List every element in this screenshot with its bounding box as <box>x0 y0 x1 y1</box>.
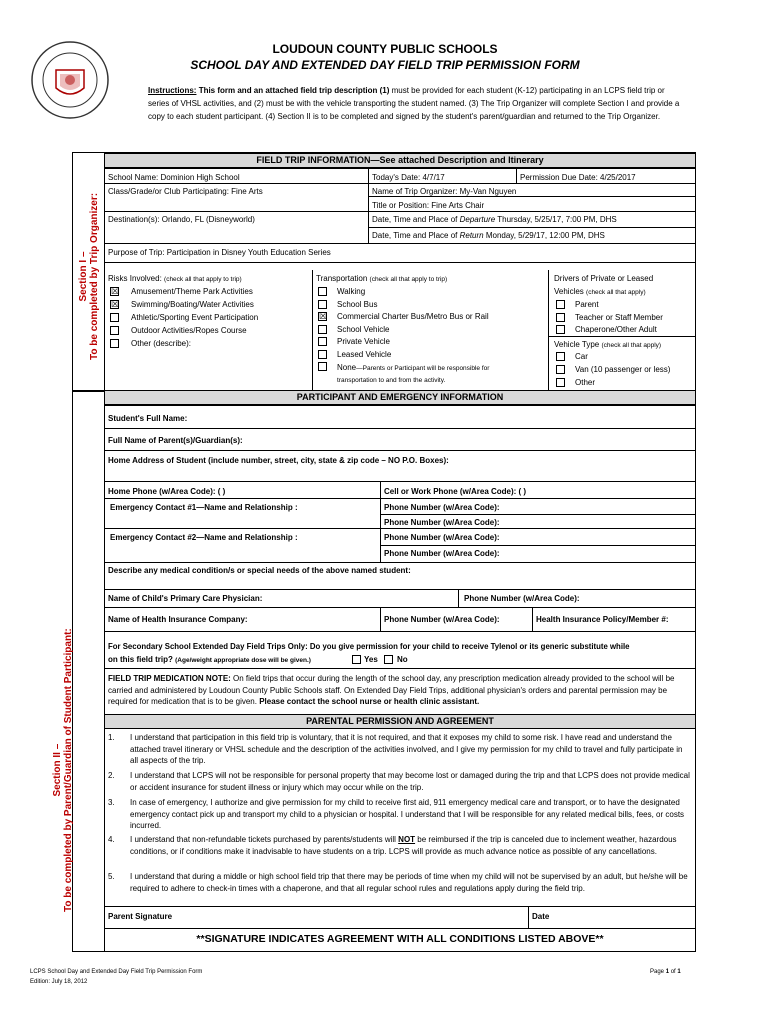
agreement-text: I understand that non-refundable tickets purchased by parents/students will NOT be reimbursed if the trip is canceled due to inclement weather, hazardous conditions, or if conditions make it inadvisable to have students on a trip. LCPS will provide as much advance notice as possible of any cancellations. <box>130 835 677 856</box>
class-grade: Class/Grade/or Club Participating: Fine Arts <box>108 187 263 196</box>
vehicle-type-title: Vehicle Type (check all that apply) <box>554 340 662 349</box>
instructions: Instructions: This form and an attached field trip description (1) must be provided for each student (K-12) participating in an LCPS field trip or series of VHSL activities, and (2) must be with the vehicle transporting the student named. (3) The Trip Organizer will complete Section I and provide a copy to each student participant. (4) Section II is to be completed and signed by the student's parent/guardian and returned to the Trip Organizer. <box>148 86 680 121</box>
organizer-title: Title or Position: Fine Arts Chair <box>372 201 485 210</box>
risk-checkbox[interactable]: ☒ <box>111 299 120 309</box>
transport-label: Private Vehicle <box>337 337 390 347</box>
emergency1-phone-b: Phone Number (w/Area Code): <box>384 518 500 527</box>
footer-page-number: Page 1 of 1 <box>650 969 681 975</box>
primary-physician: Name of Child's Primary Care Physician: <box>108 594 263 603</box>
transport-title: Transportation (check all that apply to trip) <box>316 274 448 283</box>
risk-checkbox[interactable] <box>110 313 119 322</box>
insurance-phone: Phone Number (w/Area Code): <box>384 615 500 624</box>
emergency1-phone-a: Phone Number (w/Area Code): <box>384 503 500 512</box>
transport-label: Leased Vehicle <box>337 350 392 359</box>
tylenol-yes-label: Yes <box>364 655 378 664</box>
transport-label: School Bus <box>337 299 378 309</box>
tylenol-yes-checkbox[interactable] <box>352 655 361 664</box>
agreement-text: I understand that during a middle or high school field trip that there may be periods of time when my child will not be supervised by an adult, but he/she will be required to adhere to check-in times with a chaperone, and that all regular school rules and regulations apply during the field trip. <box>130 872 688 893</box>
driver-checkbox[interactable] <box>556 325 565 334</box>
transport-checkbox[interactable] <box>318 350 327 359</box>
agreement-text: In case of emergency, I authorize and give permission for my child to receive first aid, 911 emergency medical care and transport, or to have the designated emergency contact pick up and transport my child to a physician or hospital. I understand that I will be responsible for any related medical bills, fees, or costs incurred. <box>130 798 685 830</box>
agreement-number: 1. <box>108 733 115 742</box>
return-info: Date, Time and Place of Return Monday, 5/29/17, 12:00 PM, DHS <box>372 231 605 240</box>
vehicle-type-label: Van (10 passenger or less) <box>575 365 671 374</box>
tylenol-question-2: on this field trip? (Age/weight appropriate dose will be given.) <box>108 655 311 664</box>
driver-label: Parent <box>575 300 599 309</box>
agreement-number: 3. <box>108 798 115 807</box>
parent-signature-label: Parent Signature <box>108 912 173 921</box>
agreement-heading: PARENTAL PERMISSION AND AGREEMENT <box>104 714 696 729</box>
home-phone: Home Phone (w/Area Code): ( ) <box>108 487 226 496</box>
footer-doc-name: LCPS School Day and Extended Day Field Trip Permission Form <box>30 969 203 975</box>
risk-checkbox[interactable] <box>110 339 119 348</box>
section2-heading: PARTICIPANT AND EMERGENCY INFORMATION <box>104 390 696 405</box>
driver-checkbox[interactable] <box>556 313 565 322</box>
emergency2-phone-b: Phone Number (w/Area Code): <box>384 549 500 558</box>
risk-label: Outdoor Activities/Ropes Course <box>131 326 247 335</box>
agreement-number: 4. <box>108 835 115 844</box>
medical-conditions: Describe any medical condition/s or special needs of the above named student: <box>108 566 411 575</box>
risk-label: Athletic/Sporting Event Participation <box>131 313 259 322</box>
destination: Destination(s): Orlando, FL (Disneyworld) <box>108 215 255 224</box>
transport-label: School Vehicle <box>337 324 390 334</box>
transport-none-note: transportation to and from the activity. <box>337 377 446 384</box>
driver-label: Teacher or Staff Member <box>575 312 663 322</box>
purpose-of-trip: Purpose of Trip: Participation in Disney Youth Education Series <box>108 248 331 257</box>
transport-checkbox[interactable] <box>318 337 327 346</box>
agreement-number: 2. <box>108 771 115 780</box>
driver-label: Chaperone/Other Adult <box>575 325 657 334</box>
vehicle-type-checkbox[interactable] <box>556 352 565 361</box>
risk-checkbox[interactable]: ☒ <box>111 286 120 296</box>
insurance-company: Name of Health Insurance Company: <box>108 615 248 624</box>
permission-due-date: Permission Due Date: 4/25/2017 <box>520 173 636 182</box>
signature-banner: **SIGNATURE INDICATES AGREEMENT WITH ALL CONDITIONS LISTED ABOVE** <box>196 933 604 945</box>
section2-frame <box>72 390 696 952</box>
transport-none-label: None—Parents or Participant will be responsible for <box>337 363 490 372</box>
footer-edition: Edition: July 18, 2012 <box>30 979 88 985</box>
risk-label: Other (describe): <box>131 339 192 348</box>
form-title: SCHOOL DAY AND EXTENDED DAY FIELD TRIP PERMISSION FORM <box>190 58 580 72</box>
home-address: Home Address of Student (include number, street, city, state & zip code – NO P.O. Boxes): <box>108 456 449 465</box>
trip-organizer-name: Name of Trip Organizer: My-Van Nguyen <box>372 187 517 196</box>
section2-sidebar-label: Section II – To be completed by Parent/Guardian of Student Participant: <box>52 628 74 912</box>
signature-date-label: Date <box>532 912 550 921</box>
insurance-policy: Health Insurance Policy/Member #: <box>536 615 669 624</box>
section1-heading: FIELD TRIP INFORMATION—See attached Description and Itinerary <box>104 153 696 168</box>
emergency-contact-1: Emergency Contact #1—Name and Relationship : <box>110 503 298 512</box>
medication-note: FIELD TRIP MEDICATION NOTE: On field trips that occur during the length of the school day, any prescription medication already provided to the school will be carried and administered by Loudoun County Public Schools staff. On Extended Day Field Trips, additional physician's orders and parental permission may be required for medication that is to be given. Please contact the school nurse or health clinic assistant. <box>108 674 675 706</box>
risks-title: Risks Involved: (check all that apply to trip) <box>108 274 242 283</box>
agreement-text: I understand that LCPS will not be responsible for personal property that may become lost or damaged during the trip and that LCPS does not provide medical or accident insurance for student illness or injury which may occur while on the trip. <box>130 771 690 792</box>
section1-sidebar-label: Section I – To be completed by Trip Organizer: <box>78 192 100 360</box>
vehicle-type-label: Car <box>575 352 588 361</box>
transport-label: Commercial Charter Bus/Metro Bus or Rail <box>337 312 489 322</box>
transport-none-checkbox[interactable] <box>318 362 327 371</box>
risk-label: Amusement/Theme Park Activities <box>131 287 253 296</box>
departure-info: Date, Time and Place of Departure Thursday, 5/25/17, 7:00 PM, DHS <box>372 215 617 224</box>
tylenol-no-checkbox[interactable] <box>384 655 393 664</box>
vehicle-type-label: Other <box>575 378 596 387</box>
transport-checkbox[interactable] <box>318 325 327 334</box>
transport-checkbox[interactable] <box>318 287 327 296</box>
transport-checkbox[interactable]: ☒ <box>319 311 328 322</box>
student-full-name: Student's Full Name: <box>108 414 188 423</box>
cell-phone: Cell or Work Phone (w/Area Code): ( ) <box>384 487 527 496</box>
emergency2-phone-a: Phone Number (w/Area Code): <box>384 533 500 542</box>
physician-phone: Phone Number (w/Area Code): <box>464 594 580 603</box>
agreement-number: 5. <box>108 872 115 881</box>
drivers-title: Drivers of Private or Leased <box>554 274 654 283</box>
org-title: LOUDOUN COUNTY PUBLIC SCHOOLS <box>272 42 498 56</box>
tylenol-question: For Secondary School Extended Day Field Trips Only: Do you give permission for your child to receive Tylenol or its generic substitute while <box>108 642 630 651</box>
tylenol-no-label: No <box>397 655 408 664</box>
vehicle-type-checkbox[interactable] <box>556 378 565 387</box>
emergency-contact-2: Emergency Contact #2—Name and Relationship : <box>110 533 298 542</box>
agreement-text: I understand that participation in this field trip is voluntary, that it is not required, and that it exposes my child to some risk. I have read and understand the attached travel itinerary or VHSL schedule and the description of the activities involved, and I give my permission for my child to travel and fully participate in all aspects of the trip. <box>130 733 683 765</box>
parent-full-name: Full Name of Parent(s)/Guardian(s): <box>108 436 243 445</box>
risk-checkbox[interactable] <box>110 326 119 335</box>
driver-checkbox[interactable] <box>556 300 565 309</box>
school-name: School Name: Dominion High School <box>108 173 240 182</box>
transport-label: Walking <box>337 287 366 296</box>
transport-checkbox[interactable] <box>318 300 327 309</box>
todays-date: Today's Date: 4/7/17 <box>372 173 445 182</box>
risk-label: Swimming/Boating/Water Activities <box>131 300 254 309</box>
drivers-title-2: Vehicles (check all that apply) <box>554 287 646 296</box>
vehicle-type-checkbox[interactable] <box>556 365 565 374</box>
